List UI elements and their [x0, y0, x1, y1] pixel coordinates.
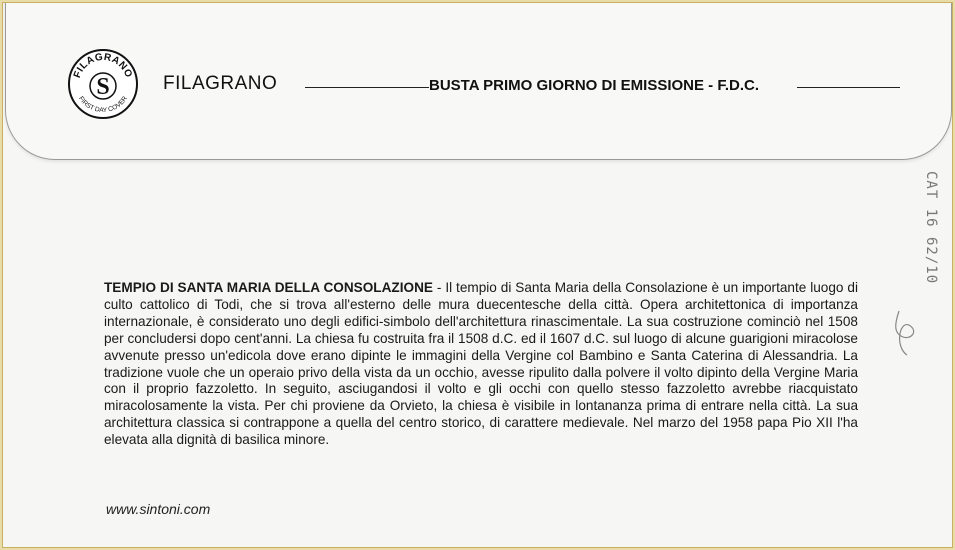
pencil-annotation: CAT 16 62/10: [923, 171, 939, 285]
pencil-scribble: [889, 303, 929, 363]
cover-frame: [2, 2, 953, 548]
description-paragraph: [104, 280, 858, 449]
website-link[interactable]: www.sintoni.com: [106, 501, 211, 517]
brand-name: FILAGRANO: [163, 73, 278, 94]
logo-initial: S: [96, 74, 110, 100]
envelope-back: [3, 3, 952, 547]
logo-top-text: FILAGRANO: [71, 51, 135, 80]
title-rule-left: [305, 87, 429, 88]
description-heading: TEMPIO DI SANTA MARIA DELLA CONSOLAZIONE: [104, 280, 433, 295]
title-rule-right: [797, 87, 900, 88]
logo-bottom-text: FIRST DAY COVER: [77, 95, 129, 115]
fdc-title: BUSTA PRIMO GIORNO DI EMISSIONE - F.D.C.: [429, 77, 760, 94]
filagrano-logo: [67, 48, 139, 120]
description-text: - Il tempio di Santa Maria della Consolazione è un importante luogo di culto cattolico di Todi, che si trova all'esterno delle mura duecentesche della città. Opera architettonica di importanza internazionale, è considerato uno degli edifici-simbolo dell'architettura rinascimentale. La sua costruzione cominciò nel 1508 per concludersi dopo cent'anni. La chiesa fu costruita fra il 1508 d.C. ed il 1607 d.C. sul luogo di alcune guarigioni miracolose avvenute presso un'edicola dove erano dipinte le immagini della Vergine col Bambino e Santa Caterina di Alessandria. La tradizione vuole che un operaio privo della vista da un occhio, avesse ripulito dalla polvere il volto dipinto della Vergine Maria con il proprio fazzoletto. In seguito, asciugandosi il volto e gli occhi con quello stesso fazzoletto avrebbe riacquistato miracolosamente la vista. Per chi proviene da Orvieto, la chiesa è visibile in lontananza prima di entrare nella città. La sua architettura classica si contrappone a quella del centro storico, di carattere medievale. Nel marzo del 1958 papa Pio XII l'ha elevata alla dignità di basilica minore.: [104, 280, 858, 448]
